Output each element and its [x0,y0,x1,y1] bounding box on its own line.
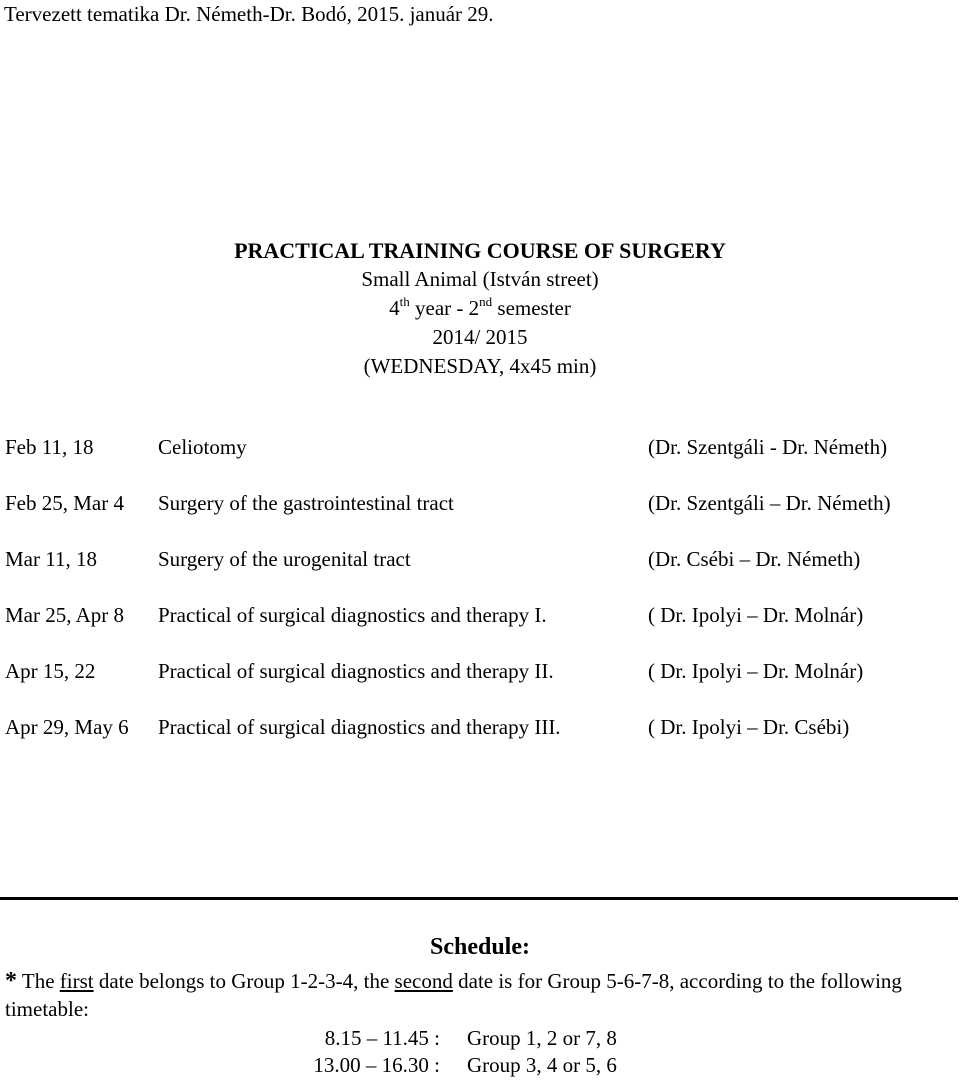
horizontal-rule [0,897,958,900]
year-semester [0,294,960,323]
first-emphasis: first [59,969,94,993]
schedule-row [0,544,960,574]
second-emphasis: second [394,969,453,993]
academic-year: 2014/ 2015 [432,325,528,349]
schedule-row [0,712,960,742]
course-subtitle: Small Animal (István street) [361,267,599,291]
row-date: Feb 11, 18 [5,435,94,459]
row-lecturer: ( Dr. Ipolyi – Dr. Csébi) [648,715,850,739]
course-day: (WEDNESDAY, 4x45 min) [363,354,597,378]
document-header: Tervezett tematika Dr. Németh-Dr. Bodó, 2015. január 29. [4,2,494,26]
row-topic: Practical of surgical diagnostics and therapy III. [158,715,561,739]
schedule-row [0,656,960,686]
timetable-time: 13.00 – 16.30 : [313,1053,440,1077]
timetable-row [0,1024,960,1052]
row-topic: Surgery of the gastrointestinal tract [158,491,454,515]
note-text-2: date belongs to Group 1-2-3-4, the [93,969,395,993]
year-number: 4 [389,296,400,320]
year-superscript: th [399,294,410,309]
timetable-group: Group 3, 4 or 5, 6 [467,1053,617,1077]
title-block [0,236,960,381]
course-title: PRACTICAL TRAINING COURSE OF SURGERY [234,238,726,263]
row-date: Mar 11, 18 [5,547,97,571]
row-lecturer: ( Dr. Ipolyi – Dr. Molnár) [648,603,864,627]
row-topic: Celiotomy [158,435,247,459]
row-lecturer: (Dr. Csébi – Dr. Németh) [648,547,861,571]
schedule-title: Schedule: [429,934,530,960]
schedule-note [5,967,960,1023]
row-lecturer: (Dr. Szentgáli - Dr. Németh) [648,435,888,459]
note-text-1: The [17,969,60,993]
schedule-row [0,488,960,518]
timetable-group: Group 1, 2 or 7, 8 [467,1026,617,1050]
row-topic: Surgery of the urogenital tract [158,547,411,571]
timetable-row [0,1051,960,1079]
row-topic: Practical of surgical diagnostics and therapy II. [158,659,554,683]
semester-superscript: nd [479,294,493,309]
row-date: Apr 29, May 6 [5,715,129,739]
timetable-time: 8.15 – 11.45 : [324,1026,440,1050]
schedule-row [0,432,960,462]
row-date: Mar 25, Apr 8 [5,603,124,627]
schedule-row [0,600,960,630]
row-topic: Practical of surgical diagnostics and therapy I. [158,603,547,627]
row-date: Apr 15, 22 [5,659,96,683]
semester-text: semester [492,296,571,320]
row-lecturer: (Dr. Szentgáli – Dr. Németh) [648,491,891,515]
asterisk-marker: * [5,968,17,994]
row-lecturer: ( Dr. Ipolyi – Dr. Molnár) [648,659,864,683]
note-text-3: date is for Group 5-6-7-8, according to the following timetable: [5,969,902,1021]
year-text: year - 2 [409,296,480,320]
row-date: Feb 25, Mar 4 [5,491,124,515]
